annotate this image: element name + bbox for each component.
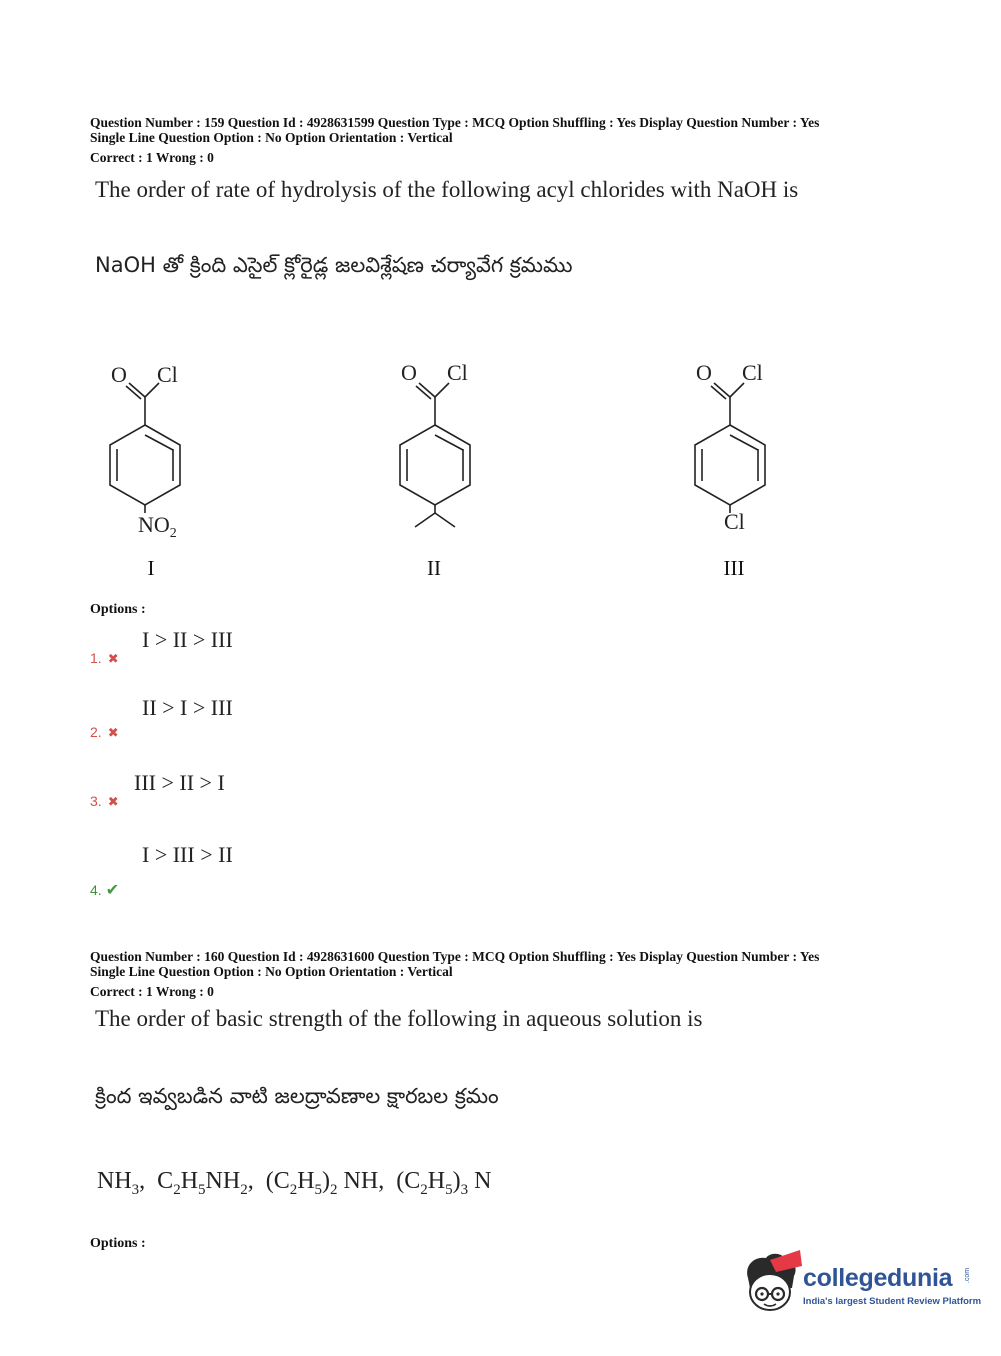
- cross-icon: ✖: [107, 794, 119, 809]
- q159-option-1-number: 1.: [90, 650, 102, 666]
- q160-meta-line1: Question Number : 160 Question Id : 4928631600 Question Type : MCQ Option Shuffling : Yes Display Question Number : Yes: [90, 949, 820, 964]
- collegedunia-tagline: India's largest Student Review Platform: [803, 1296, 982, 1307]
- q160-meta-line3: Correct : 1 Wrong : 0: [90, 984, 214, 999]
- structure-iii: [680, 355, 790, 550]
- q159-question-telugu: NaOH తో క్రింది ఎసైల్ క్లోరైడ్ల జలవిశ్లేషణ చర్యావేగ క్రమము: [95, 253, 573, 277]
- q159-meta-line2: Single Line Question Option : No Option Orientation : Vertical: [90, 130, 453, 145]
- q159-option-1[interactable]: [90, 650, 119, 667]
- structure-i-label: I: [147, 556, 155, 580]
- q159-option-2[interactable]: [90, 724, 119, 741]
- q160-compounds: $NH_3$, $C_2H_5NH_2$, $(C_2H_5)_2$ NH, $(C_2H_5)_3$ N: [97, 1168, 492, 1198]
- checkmark-icon: ✔: [105, 882, 120, 899]
- q159-meta-line1: Question Number : 159 Question Id : 4928631599 Question Type : MCQ Option Shuffling : Yes Display Question Number : Yes: [90, 115, 820, 130]
- q159-question-english: The order of rate of hydrolysis of the following acyl chlorides with NaOH is: [95, 177, 799, 202]
- structure-ii-chlorine: Cl: [447, 360, 468, 385]
- q160-meta-line2: Single Line Question Option : No Option Orientation : Vertical: [90, 964, 453, 979]
- svg-text:NO2: [138, 512, 177, 541]
- q160-options-label: Options :: [90, 1236, 146, 1251]
- q159-option-4[interactable]: [90, 880, 119, 900]
- q160-question-english: The order of basic strength of the following in aqueous solution is: [95, 1006, 703, 1031]
- structure-ii: [385, 355, 495, 550]
- structure-i: [95, 355, 205, 550]
- structure-ii-oxygen: O: [401, 360, 417, 385]
- structure-iii-oxygen: O: [696, 360, 712, 385]
- structure-iii-chlorine: Cl: [742, 360, 763, 385]
- q159-option-3-text: III > II > I: [134, 770, 225, 795]
- structure-iii-substituent: Cl: [724, 509, 745, 534]
- structure-i-chlorine: Cl: [157, 362, 178, 387]
- q159-meta-line3: Correct : 1 Wrong : 0: [90, 150, 214, 165]
- q160-question-telugu: క్రింద ఇవ్వబడిన వాటి జలద్రావణాల క్షారబల క్రమం: [95, 1084, 499, 1108]
- q159-option-1-text: I > II > III: [142, 627, 233, 652]
- structure-iii-label: III: [723, 556, 745, 580]
- q159-option-3-number: 3.: [90, 793, 102, 809]
- q159-option-4-text: I > III > II: [142, 842, 233, 867]
- structure-ii-label: II: [427, 556, 441, 580]
- q159-option-2-number: 2.: [90, 724, 102, 740]
- structure-i-oxygen: O: [111, 362, 127, 387]
- structure-i-substituent: NO: [138, 512, 170, 537]
- cross-icon: ✖: [107, 725, 119, 740]
- collegedunia-logo-suffix: .com: [964, 1267, 972, 1284]
- structure-i-substituent-sub: 2: [169, 526, 177, 541]
- q159-option-3[interactable]: [90, 793, 119, 810]
- q159-option-2-text: II > I > III: [142, 695, 233, 720]
- collegedunia-logo: collegedunia: [803, 1264, 953, 1292]
- q159-option-4-number: 4.: [90, 882, 102, 898]
- q159-options-label: Options :: [90, 602, 146, 617]
- q159-meta: [90, 115, 819, 165]
- q160-meta: [90, 949, 819, 999]
- cross-icon: ✖: [107, 651, 119, 666]
